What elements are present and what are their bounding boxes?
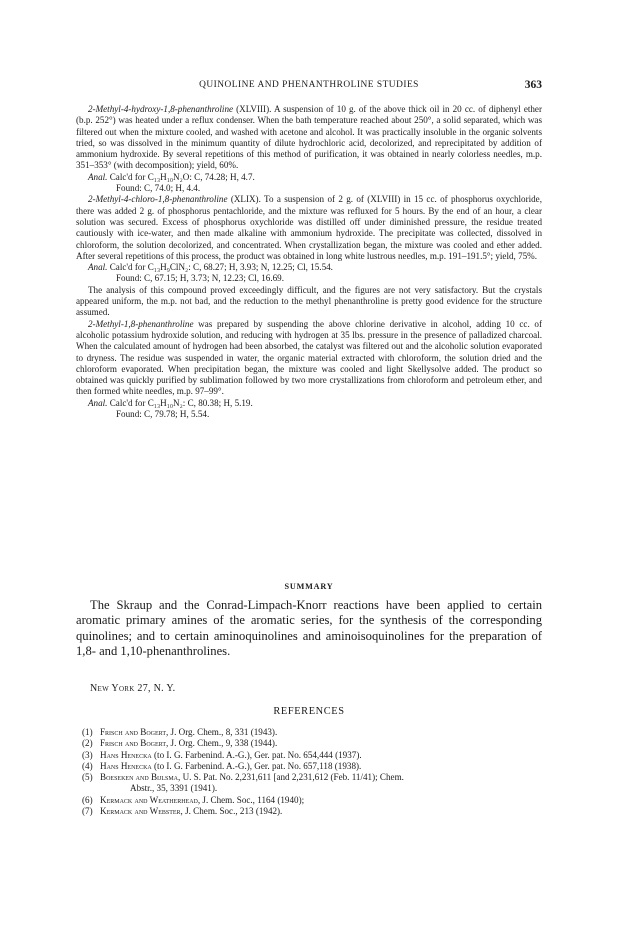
reference-number: (1)	[82, 727, 93, 737]
reference-citation: (to I. G. Farbenind. A.-G.), Ger. pat. No. 657,118 (1938).	[151, 760, 362, 771]
reference-authors: Boeseken and Bijlsma,	[100, 772, 181, 783]
paragraph-xlix	[76, 194, 542, 262]
paragraph-text: (XLVIII). A suspension of 10 g. of the above thick oil in 20 cc. of diphenyl ether (b.p. 252°) was heated under a reflux condenser. When the bath temperature reached about 250°, a solid separated, which was filtered out when the mixture cooled, and washed with acetone and alcohol. It was practically insoluble in the organic solvents tried, so was dissolved in the minimum quantity of dilute hydrochloric acid, decolorized, and reprecipitated by addition of ammonium hydroxide. By several repetitions of this method of purification, it was obtained in nearly colorless needles, m.p. 351–353° (with decomposition); yield, 60%.	[76, 104, 542, 171]
body-text	[76, 104, 542, 420]
paragraph-methyl-phenanthroline	[76, 319, 542, 398]
compound-title: 2-Methyl-4-chloro-1,8-phenanthroline	[88, 194, 228, 205]
reference-item	[82, 750, 542, 761]
reference-citation: J. Chem. Soc., 1164 (1940);	[200, 794, 305, 805]
page-header	[76, 80, 542, 94]
paragraph-xlviii	[76, 104, 542, 172]
reference-authors: Hans Henecka	[100, 749, 152, 760]
references-heading: REFERENCES	[273, 706, 345, 717]
summary-paragraph: The Skraup and the Conrad-Limpach-Knorr reactions have been applied to certain aromatic primary amines of the aromatic series, for the synthesis of the corresponding quinolines; and to certain aminoquinolines and aminoisoquinolines for the preparation of 1,8- and 1,10-phenanthrolines.	[76, 598, 542, 658]
running-head: QUINOLINE AND PHENANTHROLINE STUDIES	[199, 80, 419, 90]
anal-text: Calc'd for C₁₃H₁₀N₂O: C, 74.28; H, 4.7.	[107, 171, 255, 182]
page-number: 363	[524, 79, 542, 91]
analysis-found: Found: C, 67.15; H, 3.73; N, 12.23; Cl, 16.69.	[116, 273, 284, 284]
reference-citation: J. Chem. Soc., 213 (1942).	[182, 806, 283, 817]
analysis-found: Found: C, 79.78; H, 5.54.	[116, 409, 210, 420]
reference-number: (6)	[82, 794, 93, 805]
reference-item	[82, 738, 542, 749]
analysis-calc	[76, 398, 542, 409]
anal-text: Calc'd for C₁₃H₁₀N₂: C, 80.38; H, 5.19.	[107, 397, 253, 408]
anal-label: Anal.	[88, 262, 108, 273]
analysis-calc	[76, 262, 542, 273]
reference-citation: J. Org. Chem., 8, 331 (1943).	[168, 727, 278, 737]
reference-authors: Frisch and Bogert,	[100, 727, 169, 737]
reference-authors: Kermack and Webster,	[100, 806, 183, 817]
anal-label: Anal.	[88, 397, 108, 408]
reference-citation: J. Org. Chem., 9, 338 (1944).	[168, 738, 278, 749]
references-list	[82, 727, 542, 817]
summary-heading: SUMMARY	[284, 582, 334, 591]
anal-label: Anal.	[88, 171, 108, 182]
anal-text: Calc'd for C₁₃H₉ClN₂: C, 68.27; H, 3.93; N, 12.25; Cl, 15.54.	[107, 262, 333, 273]
reference-authors: Frisch and Bogert,	[100, 738, 169, 749]
summary-body	[76, 598, 542, 659]
paragraph-text: was prepared by suspending the above chlorine derivative in alcohol, adding 10 cc. of alcoholic potassium hydroxide solution, and reducing with hydrogen at 35 lbs. pressure in the presence of palladized charcoal. When the calculated amount of hydrogen had been absorbed, the catalyst was filtered out and the alcoholic solution evaporated to dryness. The residue was suspended in water, the organic material extracted with chloroform, the solution dried and the chloroform evaporated. When precipitation began, the mixture was cooled and light Skellysolve added. The product so obtained was quickly purified by sublimation followed by two more crystallizations from chloroform and petroleum ether, and then formed white needles, m.p. 97–99°.	[76, 318, 542, 397]
reference-number: (3)	[82, 749, 93, 760]
reference-number: (5)	[82, 772, 93, 783]
paragraph-analysis-note: The analysis of this compound proved exceedingly difficult, and the figures are not very satisfactory. But the crystals appeared uniform, the m.p. not bad, and the reduction to the methyl phenanthroline is pretty good evidence for the structure assumed.	[76, 284, 542, 318]
compound-title: 2-Methyl-4-hydroxy-1,8-phenanthroline	[88, 104, 234, 114]
reference-authors: Kermack and Weatherhead,	[100, 794, 201, 805]
reference-number: (7)	[82, 806, 93, 817]
reference-item	[82, 795, 542, 806]
analysis-calc	[76, 172, 542, 183]
paragraph-text: (XLIX). To a suspension of 2 g. of (XLVIII) in 15 cc. of phosphorus oxychloride, there was added 2 g. of phosphorus pentachloride, and the mixture was refluxed for 5 hours. By the end of an hour, a clear solution was secured. Excess of phosphorus oxychloride was distilled off under diminished pressure, the residue treated cautiously with ice-water, and then made alkaline with ammonium hydroxide. The precipitate was collected, dissolved in chloroform, the solution decolorized, and concentrated. When crystallization began, the mixture was cooled and ether added. After several repetitions of this process, the product was obtained in long white lustrous needles, m.p. 191–191.5°; yield, 75%.	[76, 194, 542, 261]
reference-item	[82, 727, 542, 738]
author-address: New York 27, N. Y.	[90, 683, 176, 694]
reference-item	[82, 772, 542, 795]
analysis-found: Found: C, 74.0; H, 4.4.	[116, 183, 201, 194]
reference-number: (4)	[82, 760, 93, 771]
compound-title: 2-Methyl-1,8-phenanthroline	[88, 318, 194, 329]
reference-number: (2)	[82, 738, 93, 749]
reference-citation: U. S. Pat. No. 2,231,611 [and 2,231,612 (Feb. 11/41); Chem.	[180, 772, 404, 783]
reference-continuation: Abstr., 35, 3391 (1941).	[130, 783, 218, 794]
reference-item	[82, 806, 542, 817]
reference-citation: (to I. G. Farbenind. A.-G.), Ger. pat. No. 654,444 (1937).	[151, 749, 362, 760]
reference-authors: Hans Henecka	[100, 760, 152, 771]
reference-item	[82, 761, 542, 772]
